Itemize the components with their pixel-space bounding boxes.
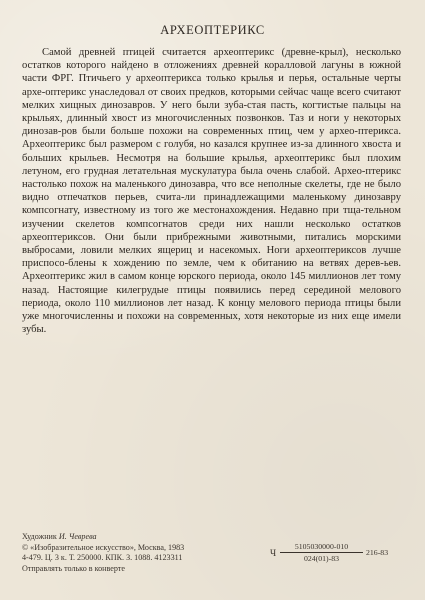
code-prefix: Ч [270,549,277,559]
article-paragraph: Самой древней птицей считается археоптерикс (древне-крыл), несколько остатков которого найдено в отложениях древней коралловой лагуны в южной части ФРГ. Птичьего у археоптерикса только крылья и перья, остальные черты архе-оптерикс унаследовал от своих предков, которыми сейчас чаще всего считают мелких хищных динозавров. У него были зуба-стая пасть, когтистые пальцы на крыльях, длинный хвост из многочисленных позвонков. Таз и ноги у некоторых динозав-ров были больше похожи на современных птиц, чем у архео-птерикса. Археоптерикс был размером с голубя, но казался крупнее из-за длинного хвоста и больших крыльев. Несмотря на большие крылья, археоптерикс был плохим летуном, его грудная летательная мускулатура была очень слабой. Архео-птерикс настолько похож на маленького динозавра, что все неполные скелеты, где не было видно отпечатков перьев, счита-ли принадлежащими маленькому динозавру компсогнату, известному из того же местонахождения. Недавно при тща-тельном изучении скелетов компсогнатов среди них нашли несколько остатков археоптериксов. Они были прибрежными животными, питались морскими выбросами, ловили мелких ящериц и насекомых. Ноги археоптериксов лучше приспосо-блены к хождению по земле, чем к обитанию на ветвях дерев-ьев. Археоптерикс жил в самом конце юрского периода, около 145 миллионов лет тому назад. Настоящие килегрудые птицы появились перед серединой мелового периода, около 110 миллионов лет назад. К концу мелового периода птицы были уже многочисленны и похожи на современных, хотя некоторые из них еще имели зубы. [22,47,401,336]
print-details: 4-479. Ц. 3 к. Т. 250000. КПК. З. 1088. 4123311 [22,553,183,563]
publisher-line: © «Изобразительное искусство», Москва, 1983 [22,542,185,552]
page-title: АРХЕОПТЕРИКС [160,23,265,37]
artist-label: Художник [22,532,57,541]
article-body [22,46,401,336]
code-denominator: 024(01)-83 [303,554,340,563]
imprint-footer [22,532,403,580]
code-suffix: 216-83 [366,548,389,557]
catalog-code [270,542,403,572]
imprint-credits [22,532,257,574]
code-numerator: 5105030000-010 [280,542,363,553]
mailing-note: Отправлять только в конверте [22,563,125,573]
artist-name: И. Чеврева [58,532,97,541]
artist-line [22,532,257,543]
